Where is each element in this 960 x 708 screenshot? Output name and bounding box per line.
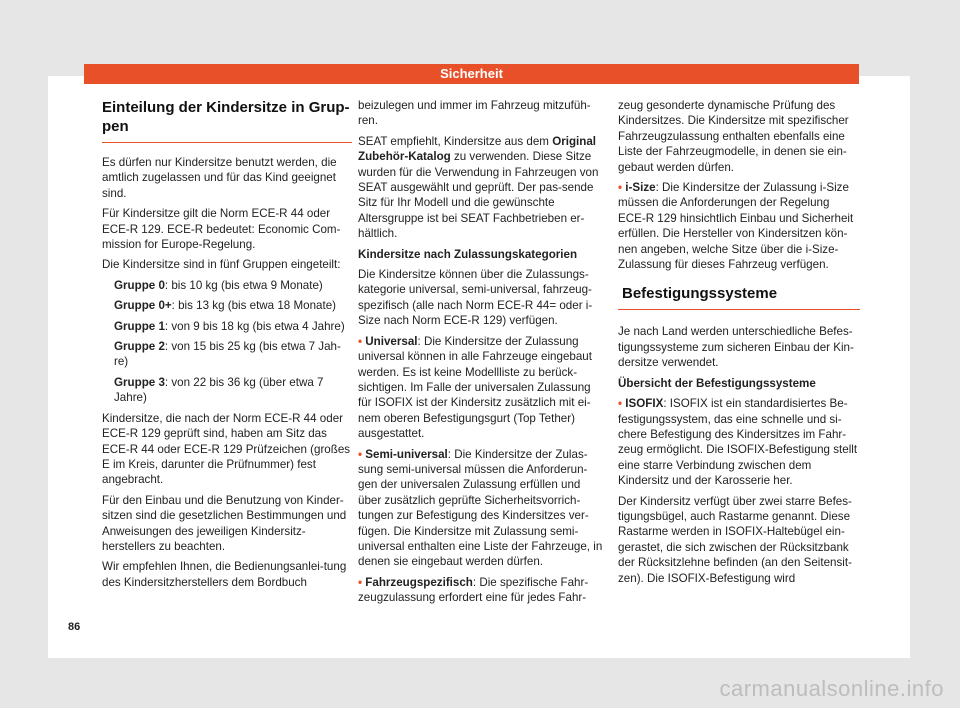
bullet-text: : Die Kindersitze der Zulassung universal können in alle Fahrzeuge eingebaut werden. Es ist keine Modellliste zu berück-sichtigen. Im Falle der universalen Zulassung für ISOFIX ist der Kindersitz zusätzlich mit ei-nem oberen Befestigungsgurt (Top Tether) ausgestattet. — [358, 334, 592, 441]
bullet-text: : Die Kindersitze der Zulassung i-Size müssen die Anforderungen der Regelung ECE-R 129 hinsichtlich Einbau und Sicherheit erfüllen. Die Hersteller von Kindersitzen kön-nen angeben, welche Sitze über die i-Size-Zulassung für dieses Fahrzeug verfügen. — [618, 181, 854, 272]
section-heading-befestigungssysteme: Befestigungssysteme — [618, 284, 860, 310]
bullet-item — [358, 334, 606, 442]
column-2 — [358, 98, 606, 611]
bullet-icon: • — [358, 575, 363, 589]
text-bold: Original Zubehör-Katalog — [358, 134, 596, 164]
bullet-item — [618, 180, 860, 272]
group-label: Gruppe 0+ — [114, 299, 172, 313]
heading-line-1: Einteilung der Kindersitze in Grup- — [102, 99, 350, 116]
bullet-text: : Die spezifische Fahr-zeugzulassung erfordert eine für jedes Fahr- — [358, 575, 589, 605]
section-heading-einteilung — [102, 98, 352, 143]
group-item — [114, 319, 352, 334]
paragraph: Wir empfehlen Ihnen, die Bedienungsanlei-tung des Kindersitzherstellers dem Bordbuch — [102, 560, 347, 589]
bullet-label: i-Size — [625, 181, 656, 195]
bullet-text: : ISOFIX ist ein standardisiertes Be-festigungssystem, das eine schnelle und si-chere Befestigung des Kindersitzes im Fahr-zeug ermöglicht. Die ISOFIX-Befestigung stellt eine starre Verbindung zwischen dem Kindersitz und der Karosserie her. — [618, 397, 858, 488]
group-item — [114, 298, 352, 313]
heading-line-2: pen — [102, 118, 129, 135]
paragraph — [358, 134, 606, 242]
group-text: : von 22 bis 36 kg (über etwa 7 Jahre) — [114, 375, 324, 405]
group-text: : bis 10 kg (bis etwa 9 Monate) — [164, 278, 323, 292]
bullet-label: Universal — [365, 334, 418, 348]
paragraph: Für den Einbau und die Benutzung von Kinder-sitzen sind die gesetzlichen Bestimmungen und Anweisungen des jeweiligen Kindersitz-herstellers zu beachten. — [102, 493, 347, 553]
paragraph: Es dürfen nur Kindersitze benutzt werden, die amtlich zugelassen und für das Kind geeignet sind. — [102, 156, 337, 200]
group-item — [114, 339, 352, 370]
group-text: : bis 13 kg (bis etwa 18 Monate) — [171, 299, 336, 313]
group-text: : von 15 bis 25 kg (bis etwa 7 Jah-re) — [114, 340, 341, 369]
paragraph: Je nach Land werden unterschiedliche Befes-tigungssysteme zum sicheren Einbau der Kin-dersitze verwendet. — [618, 325, 854, 370]
bullet-icon: • — [358, 334, 363, 348]
subheading-uebersicht: Übersicht der Befestigungssysteme — [618, 376, 816, 390]
bullet-item — [358, 447, 606, 570]
text: zu verwenden. Diese Sitze wurden für die Verwendung in Fahrzeugen von SEAT ausgewählt und geprüft. Der pas-sende Sitz für Ihr Modell und die gewünschte Altersgruppe ist bei SEAT Fachbetrieben er-hältlich. — [358, 150, 599, 241]
paragraph: Der Kindersitz verfügt über zwei starre Befes-tigungsbügel, auch Rastarme genannt. Diese Rastarme werden in ISOFIX-Haltebügel ein-gerastet, die sich zwischen der Rücksitzbank der Rücksitzlehne befinden (an den Seitensit-zen). Die ISOFIX-Befestigung wird — [618, 494, 852, 585]
group-item — [114, 375, 352, 406]
bullet-icon: • — [618, 181, 623, 195]
group-label: Gruppe 0 — [114, 278, 165, 292]
bullet-label: ISOFIX — [625, 397, 664, 411]
group-item — [114, 278, 352, 293]
section-header: Sicherheit — [84, 64, 859, 84]
paragraph: Die Kindersitze sind in fünf Gruppen eingeteilt: — [102, 258, 341, 272]
text: SEAT empfiehlt, Kindersitze aus dem — [358, 134, 553, 148]
bullet-item — [618, 396, 860, 488]
paragraph: Kindersitze, die nach der Norm ECE-R 44 oder ECE-R 129 geprüft sind, haben am Sitz das ECE-R 44 oder ECE-R 129 Prüfzeichen (großes E im Kreis, darunter die Prüfnummer) fest angebracht. — [102, 411, 351, 487]
bullet-icon: • — [618, 397, 623, 411]
paragraph: Für Kindersitze gilt die Norm ECE-R 44 oder ECE-R 129. ECE-R bedeutet: Economic Com-mission for Europe-Regelung. — [102, 207, 341, 252]
bullet-icon: • — [358, 447, 363, 461]
group-text: : von 9 bis 18 kg (bis etwa 4 Jahre) — [164, 319, 345, 333]
bullet-item — [358, 575, 606, 606]
paragraph: zeug gesonderte dynamische Prüfung des Kindersitzes. Die Kindersitze mit spezifischer Fahrzeugzulassung enthalten ebenfalls eine Liste der Fahrzeugmodelle, in denen sie ein-gebaut werden dürfen. — [618, 99, 849, 174]
group-label: Gruppe 1 — [114, 319, 165, 333]
column-3 — [618, 98, 860, 591]
group-label: Gruppe 3 — [114, 375, 165, 389]
bullet-text: : Die Kindersitze der Zulas-sung semi-universal müssen die Anforderun-gen der universalen Zulassung erfüllen und über zusätzlich geprüfte Sicherheitsvorrich-tungen zur Befestigung des Kindersitzes ver-fügen. Die Kindersitze mit Zulassung semi-universal enthalten eine Liste der Fahrzeuge, in denen sie eingebaut werden dürfen. — [358, 447, 603, 569]
bullet-label: Fahrzeugspezifisch — [365, 575, 473, 589]
subheading-zulassungskategorien: Kindersitze nach Zulassungskategorien — [358, 247, 578, 261]
page-number: 86 — [68, 621, 81, 633]
group-label: Gruppe 2 — [114, 340, 165, 354]
watermark: carmanualsonline.info — [719, 676, 944, 701]
column-1 — [102, 98, 352, 595]
bullet-label: Semi-universal — [365, 447, 448, 461]
paragraph: Die Kindersitze können über die Zulassungs-kategorie universal, semi-universal, fahrzeug-spezifisch (alle nach Norm ECE-R 44= oder i-Size nach Norm ECE-R 129) verfügen. — [358, 268, 593, 328]
paragraph: beizulegen und immer im Fahrzeug mitzufüh-ren. — [358, 99, 591, 128]
